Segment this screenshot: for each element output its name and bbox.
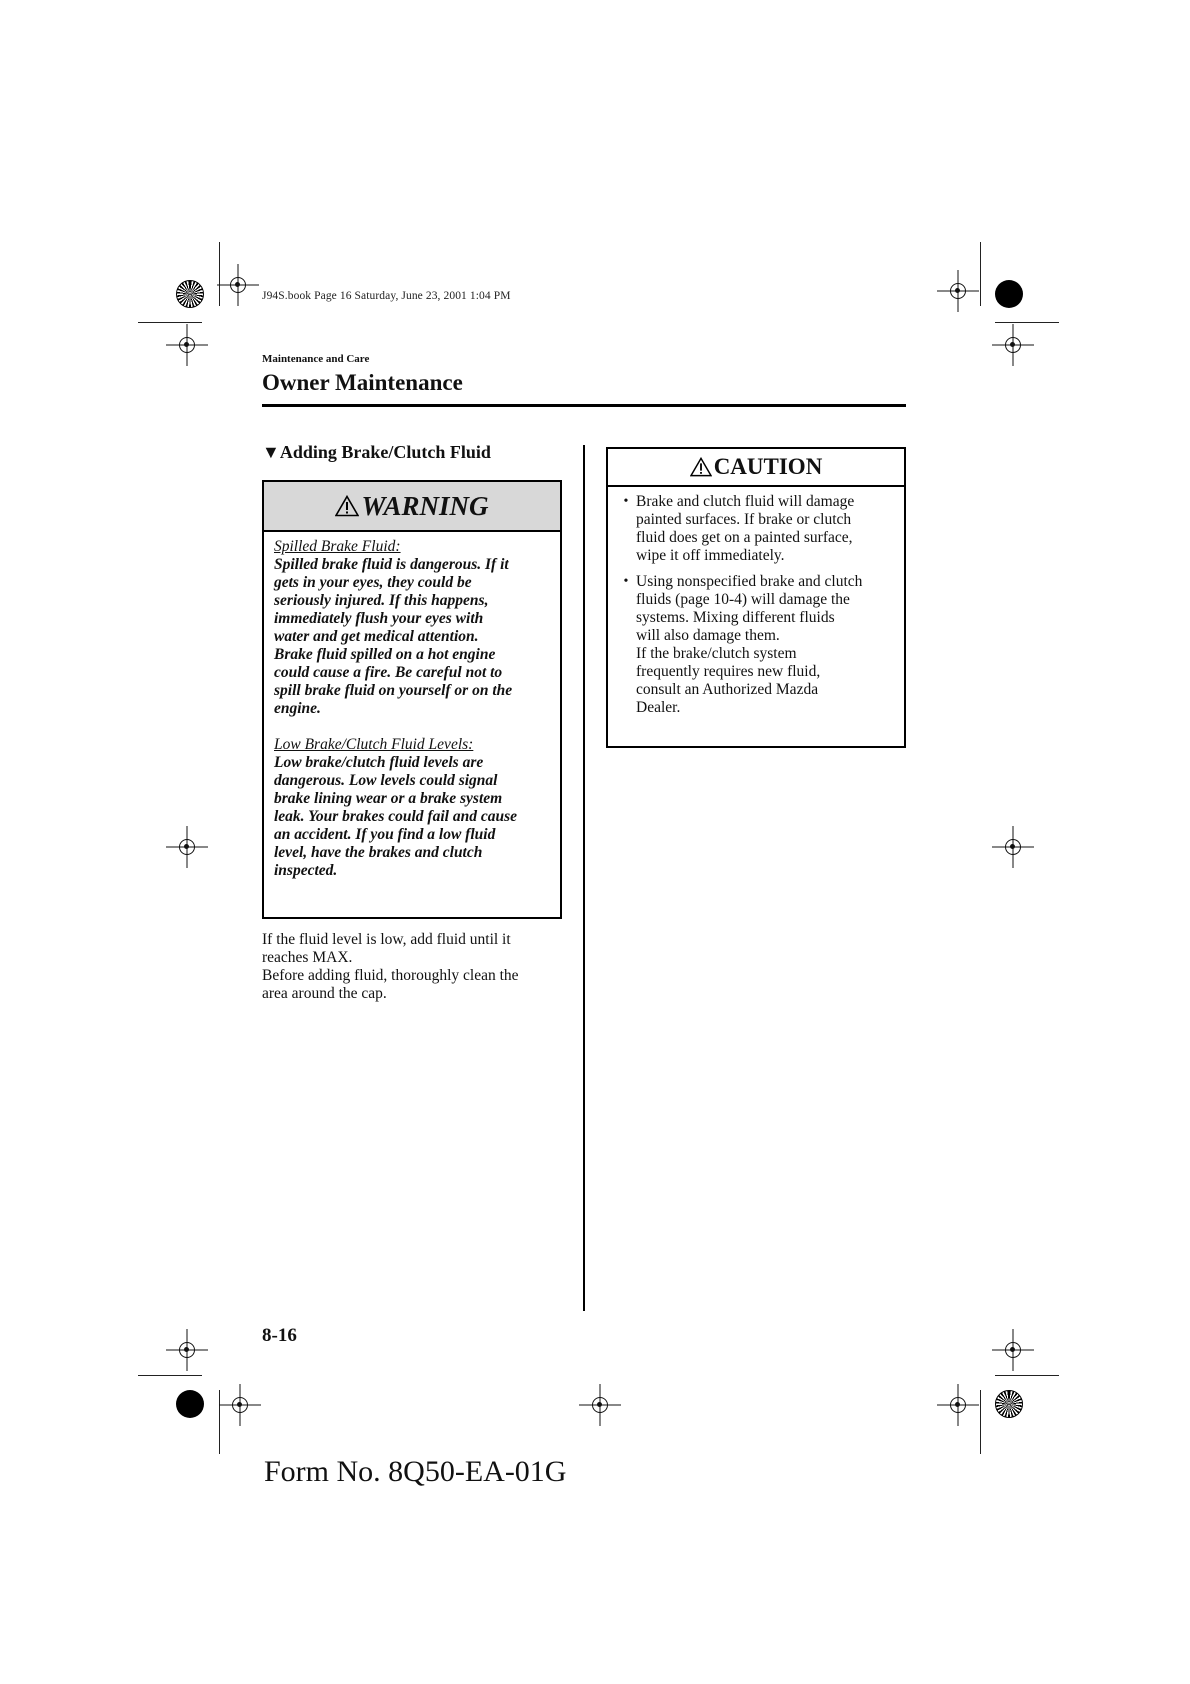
body-line: Before adding fluid, thoroughly clean the — [262, 967, 519, 984]
subsection-title: Adding Brake/Clutch Fluid — [279, 442, 491, 462]
body-line: If the fluid level is low, add fluid until it — [262, 931, 511, 948]
caution-line: will also damage them. — [636, 627, 780, 644]
registration-target-icon — [179, 337, 195, 353]
caution-line: fluid does get on a painted surface, — [636, 529, 853, 546]
registration-sunburst-icon — [995, 1390, 1023, 1418]
caution-line: systems. Mixing different fluids — [636, 609, 835, 626]
crop-mark — [219, 1390, 220, 1454]
bullet-icon: • — [623, 574, 629, 589]
caution-line: If the brake/clutch system — [636, 645, 797, 662]
warning-triangle-icon — [335, 495, 359, 517]
caution-line: consult an Authorized Mazda — [636, 681, 819, 698]
bullet-text — [636, 493, 854, 565]
crop-mark — [995, 322, 1059, 323]
registration-target-icon — [1005, 1342, 1021, 1358]
column-divider — [583, 445, 585, 1311]
form-number: Form No. 8Q50-EA-01G — [264, 1455, 567, 1488]
warning-line: gets in your eyes, they could be — [274, 574, 472, 591]
caution-heading: CAUTION — [713, 454, 823, 479]
page-title: Owner Maintenance — [262, 370, 463, 395]
subsection-heading — [262, 442, 491, 463]
warning-line: seriously injured. If this happens, — [274, 592, 489, 609]
warning-line: immediately flush your eyes with — [274, 610, 484, 627]
caution-line: Dealer. — [636, 699, 681, 716]
warning-line: leak. Your brakes could fail and cause — [274, 808, 517, 825]
bullet-text — [636, 573, 862, 717]
warning-triangle-icon — [690, 457, 712, 477]
warning-line: spill brake fluid on yourself or on the — [274, 682, 513, 699]
warning-line: dangerous. Low levels could signal — [274, 772, 498, 789]
section-label: Maintenance and Care — [262, 353, 370, 365]
registration-dot-icon — [176, 1390, 204, 1418]
registration-target-icon — [179, 1342, 195, 1358]
caution-box — [606, 447, 906, 748]
registration-target-icon — [1005, 337, 1021, 353]
warning-line: could cause a fire. Be careful not to — [274, 664, 503, 681]
warning-line: Spilled brake fluid is dangerous. If it — [274, 556, 509, 573]
title-rule — [262, 404, 906, 407]
warning-line: inspected. — [274, 862, 338, 879]
registration-target-icon — [179, 839, 195, 855]
list-item — [616, 573, 894, 717]
caution-line: fluids (page 10-4) will damage the — [636, 591, 850, 608]
registration-sunburst-icon — [176, 280, 204, 308]
body-line: reaches MAX. — [262, 949, 353, 966]
registration-target-icon — [232, 1397, 248, 1413]
warning-line: engine. — [274, 700, 321, 717]
body-line: area around the cap. — [262, 985, 387, 1002]
crop-mark — [219, 242, 220, 306]
warning-heading: WARNING — [361, 490, 489, 521]
registration-dot-icon — [995, 280, 1023, 308]
crop-mark — [138, 322, 202, 323]
registration-target-icon — [230, 277, 246, 293]
crop-mark — [995, 1375, 1059, 1376]
spacer — [274, 718, 550, 736]
crop-mark — [138, 1375, 202, 1376]
warning-block-title: Spilled Brake Fluid: — [274, 538, 401, 555]
crop-mark — [980, 1390, 981, 1454]
book-info-line: J94S.book Page 16 Saturday, June 23, 2001 1:04 PM — [262, 290, 511, 302]
registration-target-icon — [950, 1397, 966, 1413]
warning-line: Low brake/clutch fluid levels are — [274, 754, 484, 771]
warning-block-title: Low Brake/Clutch Fluid Levels: — [274, 736, 474, 753]
warning-box — [262, 480, 562, 919]
warning-header — [264, 482, 560, 532]
page-number: 8-16 — [262, 1325, 297, 1346]
list-item — [616, 493, 894, 565]
warning-line: brake lining wear or a brake system — [274, 790, 503, 807]
warning-line: water and get medical attention. — [274, 628, 479, 645]
warning-line: level, have the brakes and clutch — [274, 844, 483, 861]
warning-line: an accident. If you find a low fluid — [274, 826, 496, 843]
caution-line: Brake and clutch fluid will damage — [636, 493, 855, 510]
caution-body — [608, 487, 904, 731]
caution-header — [608, 449, 904, 487]
triangle-marker-icon: ▼ — [262, 442, 280, 462]
caution-line: painted surfaces. If brake or clutch — [636, 511, 852, 528]
caution-line: Using nonspecified brake and clutch — [636, 573, 863, 590]
crop-mark — [980, 242, 981, 306]
registration-target-icon — [592, 1397, 608, 1413]
caution-line: wipe it off immediately. — [636, 547, 785, 564]
warning-body — [264, 532, 560, 888]
registration-target-icon — [1005, 839, 1021, 855]
caution-line: frequently requires new fluid, — [636, 663, 821, 680]
warning-line: Brake fluid spilled on a hot engine — [274, 646, 496, 663]
bullet-icon: • — [623, 494, 629, 509]
registration-target-icon — [950, 283, 966, 299]
body-text — [262, 931, 582, 1003]
